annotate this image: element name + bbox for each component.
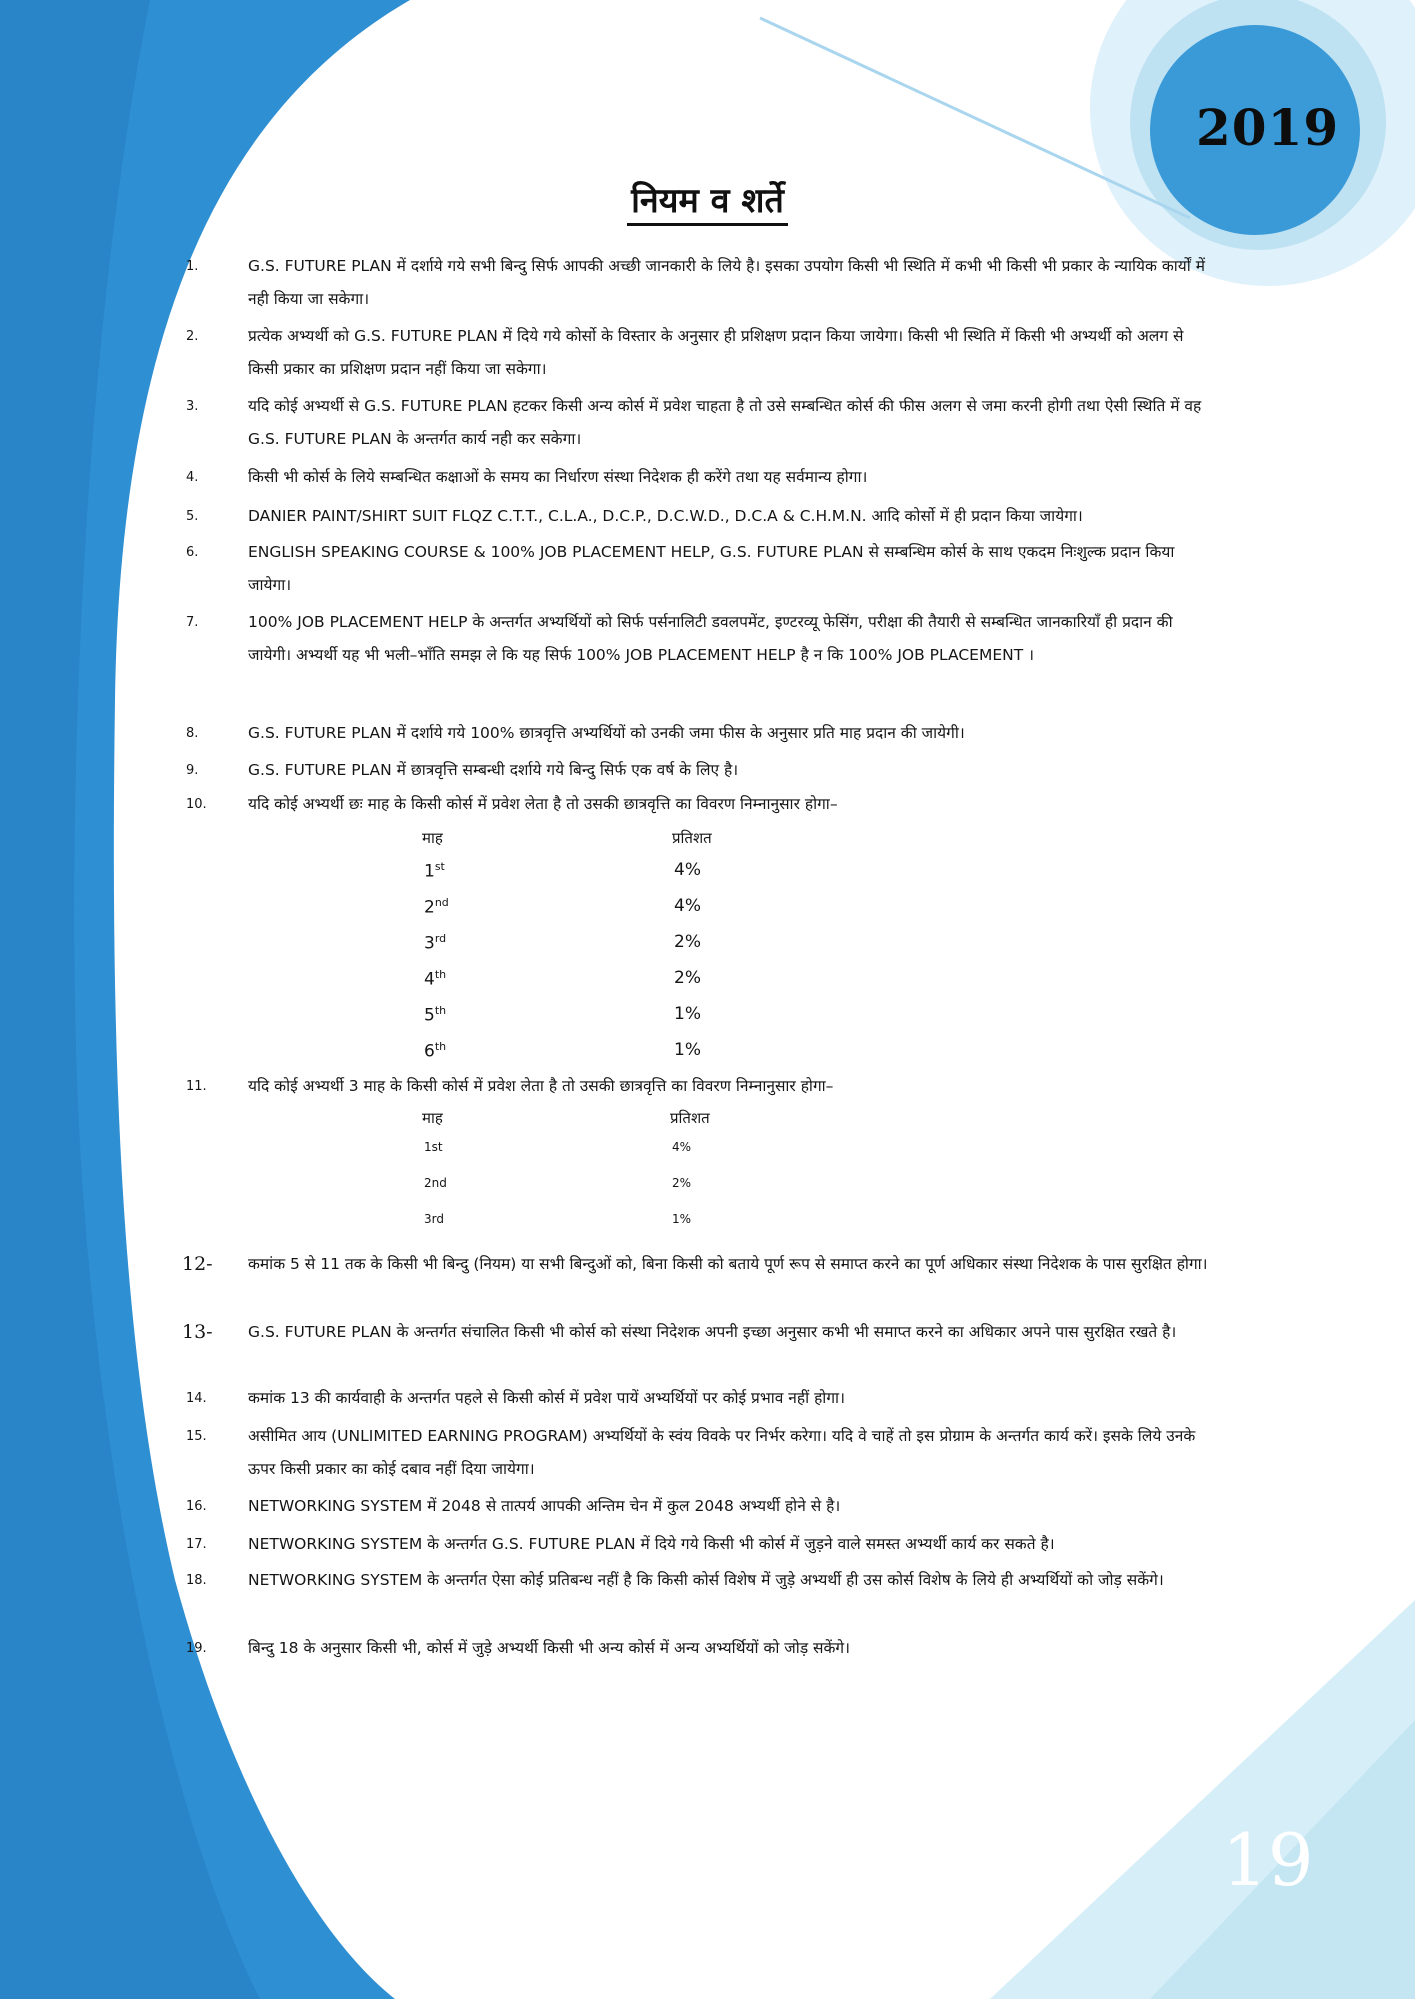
- six-month-row-month: 6th: [424, 1040, 447, 1062]
- rule-item: [182, 1316, 1216, 1349]
- six-month-row-month: 2nd: [424, 896, 449, 918]
- rule-text: ENGLISH SPEAKING COURSE & 100% JOB PLACEMENT HELP, G.S. FUTURE PLAN से सम्बन्धिम कोर्स के साथ एकदम निःशुल्क प्रदान किया जायेगा।: [248, 543, 1175, 594]
- year-badge: 2019: [1196, 98, 1340, 157]
- three-month-table-head-percent: प्रतिशत: [670, 1109, 710, 1127]
- three-month-row-month: 3rd: [424, 1212, 444, 1226]
- page-number: 19: [1222, 1818, 1314, 1902]
- rule-text: NETWORKING SYSTEM के अन्तर्गत ऐसा कोई प्रतिबन्ध नहीं है कि किसी कोर्स विशेष में जुड़े अभ्यर्थी ही उस कोर्स विशेष के लिये ही अभ्यर्थियों को जोड़ सकेंगे।: [248, 1571, 1164, 1589]
- rule-item: [186, 1490, 1216, 1523]
- rule-item: [186, 788, 1216, 821]
- rule-item: [186, 461, 1216, 494]
- rule-number: 9.: [186, 763, 199, 778]
- rule-item: [186, 536, 1216, 602]
- rule-item: [186, 320, 1216, 386]
- rule-text: यदि कोई अभ्यर्थी छः माह के किसी कोर्स में प्रवेश लेता है तो उसकी छात्रवृत्ति का विवरण निम्नानुसार होगा–: [248, 795, 838, 813]
- rule-item: [186, 1382, 1216, 1415]
- rule-item: [186, 1070, 1216, 1103]
- three-month-row-month: 2nd: [424, 1176, 447, 1190]
- six-month-row-month: 5th: [424, 1004, 447, 1026]
- rule-number: 14.: [186, 1391, 207, 1406]
- rule-text: किसी भी कोर्स के लिये सम्बन्धित कक्षाओं के समय का निर्धारण संस्था निदेशक ही करेंगे तथा यह सर्वमान्य होगा।: [248, 468, 868, 486]
- six-month-table-head-month: माह: [422, 829, 443, 847]
- rule-text: G.S. FUTURE PLAN में दर्शाये गये सभी बिन्दु सिर्फ आपकी अच्छी जानकारी के लिये है। इसका उपयोग किसी भी स्थिति में कभी भी किसी भी प्रकार के न्यायिक कार्यों में नही किया जा सकेगा।: [248, 257, 1205, 308]
- rule-text: 100% JOB PLACEMENT HELP के अन्तर्गत अभ्यर्थियों को सिर्फ पर्सनालिटी डवलपमेंट, इण्टरव्यू फेसिंग, परीक्षा की तैयारी से सम्बन्धित जानकारियाँ ही प्रदान की जायेगी। अभ्यर्थी यह भी भली–भाँति समझ ले कि यह सिर्फ 100% JOB PLACEMENT HELP है न कि 100% JOB PLACEMENT ।: [248, 613, 1173, 664]
- rule-number: 3.: [186, 399, 199, 414]
- rule-text: यदि कोई अभ्यर्थी से G.S. FUTURE PLAN हटकर किसी अन्य कोर्स में प्रवेश चाहता है तो उसे सम्बन्धित कोर्स की फीस अलग से जमा करनी होगी तथा ऐसी स्थिति में वह G.S. FUTURE PLAN के अन्तर्गत कार्य नही कर सकेगा।: [248, 397, 1202, 448]
- rule-item: [186, 250, 1216, 316]
- six-month-row-percent: 2%: [674, 932, 701, 952]
- rule-text: G.S. FUTURE PLAN के अन्तर्गत संचालित किसी भी कोर्स को संस्था निदेशक अपनी इच्छा अनुसार कभी भी समाप्त करने का अधिकार अपने पास सुरक्षित रखते है।: [248, 1323, 1177, 1341]
- rule-number: 16.: [186, 1499, 207, 1514]
- rule-text: प्रत्येक अभ्यर्थी को G.S. FUTURE PLAN में दिये गये कोर्सो के विस्तार के अनुसार ही प्रशिक्षण प्रदान किया जायेगा। किसी भी स्थिति में किसी भी अभ्यर्थी को अलग से किसी प्रकार का प्रशिक्षण प्रदान नहीं किया जा सकेगा।: [248, 327, 1184, 378]
- page-title: [0, 176, 1415, 222]
- three-month-table-head-month: माह: [422, 1109, 443, 1127]
- six-month-row-percent: 4%: [674, 860, 701, 880]
- three-month-row-month: 1st: [424, 1140, 443, 1154]
- rule-text: बिन्दु 18 के अनुसार किसी भी, कोर्स में जुड़े अभ्यर्थी किसी भी अन्य कोर्स में अन्य अभ्यर्थियों को जोड़ सकेंगे।: [248, 1639, 851, 1657]
- rule-number: 4.: [186, 470, 199, 485]
- rule-number: 12-: [182, 1253, 213, 1275]
- rule-item: [186, 606, 1216, 672]
- rule-number: 1.: [186, 259, 199, 274]
- six-month-row-month: 3rd: [424, 932, 447, 954]
- rule-item: [186, 500, 1216, 533]
- three-month-row-percent: 4%: [672, 1140, 692, 1154]
- three-month-row-percent: 1%: [672, 1212, 692, 1226]
- rule-number: 11.: [186, 1079, 207, 1094]
- rule-item: [182, 1248, 1216, 1281]
- rule-text: कमांक 13 की कार्यवाही के अन्तर्गत पहले से किसी कोर्स में प्रवेश पायें अभ्यर्थियों पर कोई प्रभाव नहीं होगा।: [248, 1389, 845, 1407]
- rule-number: 17.: [186, 1537, 207, 1552]
- rule-item: [186, 1420, 1216, 1486]
- rule-number: 13-: [182, 1321, 213, 1343]
- three-month-row-percent: 2%: [672, 1176, 692, 1190]
- rule-item: [186, 1528, 1216, 1561]
- rule-text: कमांक 5 से 11 तक के किसी भी बिन्दु (नियम) या सभी बिन्दुओं को, बिना किसी को बताये पूर्ण रूप से समाप्त करने का पूर्ण अधिकार संस्था निदेशक के पास सुरक्षित होगा।: [248, 1255, 1208, 1273]
- rule-text: G.S. FUTURE PLAN में दर्शाये गये 100% छात्रवृत्ति अभ्यर्थियों को उनकी जमा फीस के अनुसार प्रति माह प्रदान की जायेगी।: [248, 724, 965, 742]
- rule-number: 6.: [186, 545, 199, 560]
- six-month-row-percent: 4%: [674, 896, 701, 916]
- six-month-table-head-percent: प्रतिशत: [672, 829, 712, 847]
- rule-number: 10.: [186, 797, 207, 812]
- rule-number: 18.: [186, 1573, 207, 1588]
- six-month-row-percent: 2%: [674, 968, 701, 988]
- rule-text: यदि कोई अभ्यर्थी 3 माह के किसी कोर्स में प्रवेश लेता है तो उसकी छात्रवृत्ति का विवरण निम्नानुसार होगा–: [248, 1077, 834, 1095]
- rule-number: 5.: [186, 509, 199, 524]
- rule-number: 19.: [186, 1641, 207, 1656]
- rule-number: 8.: [186, 726, 199, 741]
- rule-item: [186, 1632, 1216, 1665]
- rule-item: [186, 390, 1216, 456]
- six-month-row-percent: 1%: [674, 1004, 701, 1024]
- six-month-row-month: 1st: [424, 860, 445, 882]
- rule-number: 2.: [186, 329, 199, 344]
- rule-text: DANIER PAINT/SHIRT SUIT FLQZ C.T.T., C.L.A., D.C.P., D.C.W.D., D.C.A & C.H.M.N. आदि कोर्सो में ही प्रदान किया जायेगा।: [248, 507, 1083, 525]
- rule-item: [186, 754, 1216, 787]
- rule-item: [186, 717, 1216, 750]
- rule-number: 7.: [186, 615, 199, 630]
- rule-number: 15.: [186, 1429, 207, 1444]
- rule-text: G.S. FUTURE PLAN में छात्रवृत्ति सम्बन्धी दर्शाये गये बिन्दु सिर्फ एक वर्ष के लिए है।: [248, 761, 739, 779]
- rule-text: NETWORKING SYSTEM में 2048 से तात्पर्य आपकी अन्तिम चेन में कुल 2048 अभ्यर्थी होने से है।: [248, 1497, 841, 1515]
- page-title-text: नियम व शर्ते: [627, 181, 788, 226]
- rule-text: असीमित आय (UNLIMITED EARNING PROGRAM) अभ्यर्थियों के स्वंय विवके पर निर्भर करेगा। यदि वे चाहें तो इस प्रोग्राम के अन्तर्गत कार्य करें। इसके लिये उनके ऊपर किसी प्रकार का कोई दबाव नहीं दिया जायेगा।: [248, 1427, 1196, 1478]
- rule-text: NETWORKING SYSTEM के अन्तर्गत G.S. FUTURE PLAN में दिये गये किसी भी कोर्स में जुड़ने वाले समस्त अभ्यर्थी कार्य कर सकते है।: [248, 1535, 1055, 1553]
- rule-item: [186, 1564, 1216, 1597]
- six-month-row-percent: 1%: [674, 1040, 701, 1060]
- six-month-row-month: 4th: [424, 968, 447, 990]
